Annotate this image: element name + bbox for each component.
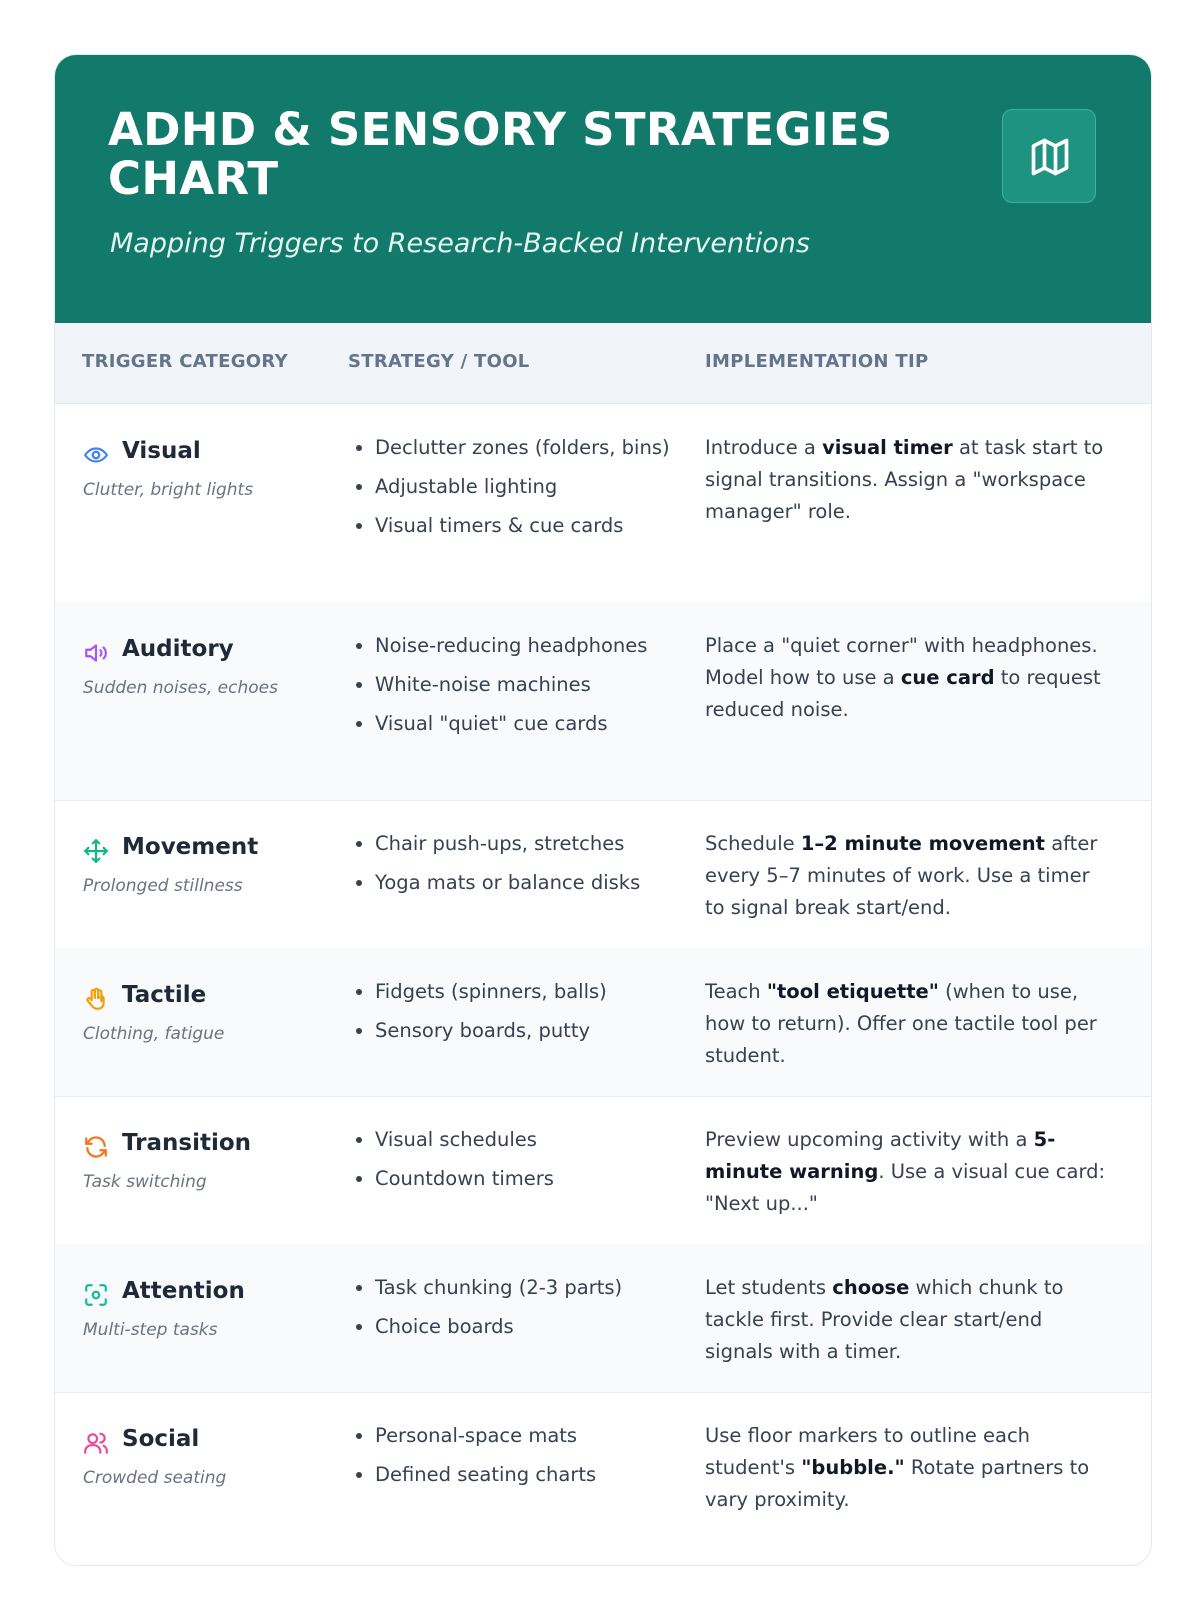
strategy-list <box>348 1420 695 1498</box>
tip-text: Use floor markers to outline each student's <box>705 1424 1031 1479</box>
category-name: Transition <box>122 1130 252 1156</box>
category-name: Movement <box>122 834 259 860</box>
strategy-item: • Visual timers & cue cards <box>375 510 695 542</box>
implementation-tip <box>705 1420 1110 1516</box>
implementation-tip <box>705 828 1110 924</box>
category-trigger-description: Multi-step tasks <box>83 1320 218 1340</box>
tip-text: to request reduced noise. <box>705 666 1101 721</box>
category-name: Social <box>122 1426 200 1452</box>
tip-text: at task start to signal transitions. Assign a "workspace manager" role. <box>705 436 1104 523</box>
column-header-trigger: TRIGGER CATEGORY <box>82 351 288 372</box>
strategy-item: • Visual "quiet" cue cards <box>375 708 695 740</box>
category-trigger-description: Prolonged stillness <box>83 876 243 896</box>
strategy-item: • Choice boards <box>375 1311 695 1343</box>
strategy-item: • Defined seating charts <box>375 1459 695 1491</box>
category-name: Visual <box>122 438 201 464</box>
category-trigger-description: Task switching <box>83 1172 207 1192</box>
strategy-item: • Task chunking (2-3 parts) <box>375 1272 695 1304</box>
category-name: Attention <box>122 1278 245 1304</box>
eye-icon <box>83 442 109 468</box>
category-trigger-description: Clothing, fatigue <box>83 1024 225 1044</box>
hand-icon <box>83 986 109 1012</box>
table-row <box>55 602 1151 801</box>
strategy-item: • Sensory boards, putty <box>375 1015 695 1047</box>
page-subtitle: Mapping Triggers to Research-Backed Interventions <box>110 228 810 259</box>
category-trigger-description: Sudden noises, echoes <box>83 678 278 698</box>
table-row <box>55 404 1151 603</box>
tip-emphasis: "bubble." <box>801 1456 905 1479</box>
strategy-list <box>348 976 695 1054</box>
strategy-item: • Personal-space mats <box>375 1420 695 1452</box>
focus-icon <box>83 1282 109 1308</box>
strategy-item: • Declutter zones (folders, bins) <box>375 432 695 464</box>
tip-text: Teach <box>705 980 767 1003</box>
tip-emphasis: visual timer <box>822 436 953 459</box>
tip-text: (when to use, how to return). Offer one tactile tool per student. <box>705 980 1097 1067</box>
strategy-item: • Visual schedules <box>375 1124 695 1156</box>
tip-text: Preview upcoming activity with a <box>705 1128 1034 1151</box>
implementation-tip <box>705 432 1110 528</box>
category-trigger-description: Crowded seating <box>83 1468 227 1488</box>
tip-text: . Use a visual cue card: "Next up..." <box>705 1160 1106 1215</box>
tip-emphasis: 5-minute warning <box>705 1128 1056 1183</box>
tip-text: Let students <box>705 1276 833 1299</box>
tip-emphasis: "tool etiquette" <box>766 980 939 1003</box>
tip-text: after every 5–7 minutes of work. Use a timer to signal break start/end. <box>705 832 1098 919</box>
strategy-list <box>348 828 695 906</box>
refresh-icon <box>83 1134 109 1160</box>
table-row <box>55 800 1151 949</box>
table-row <box>55 1096 1151 1245</box>
strategy-item: • Noise-reducing headphones <box>375 630 695 662</box>
table-row <box>55 1392 1151 1542</box>
strategy-item: • Fidgets (spinners, balls) <box>375 976 695 1008</box>
implementation-tip <box>705 1272 1110 1368</box>
map-icon <box>1002 109 1096 203</box>
tip-text: Introduce a <box>705 436 823 459</box>
strategies-card <box>54 54 1152 1566</box>
tip-text: Schedule <box>705 832 801 855</box>
tip-emphasis: cue card <box>900 666 995 689</box>
column-header-strategy: STRATEGY / TOOL <box>348 351 530 372</box>
implementation-tip <box>705 1124 1110 1220</box>
tip-text: which chunk to tackle first. Provide clear start/end signals with a timer. <box>705 1276 1064 1363</box>
card-header <box>55 55 1151 323</box>
strategy-item: • White-noise machines <box>375 669 695 701</box>
tip-text: Rotate partners to vary proximity. <box>705 1456 1090 1511</box>
tip-emphasis: 1–2 minute movement <box>800 832 1045 855</box>
page-title: ADHD & SENSORY STRATEGIES CHART <box>108 103 893 205</box>
tip-text: Place a "quiet corner" with headphones. Model how to use a <box>705 634 1098 689</box>
column-header-tip: IMPLEMENTATION TIP <box>705 351 929 372</box>
move-arrows-icon <box>83 838 109 864</box>
category-name: Tactile <box>122 982 207 1008</box>
implementation-tip <box>705 976 1110 1072</box>
strategy-list <box>348 432 695 549</box>
table-header <box>55 323 1151 404</box>
strategy-item: • Chair push-ups, stretches <box>375 828 695 860</box>
speaker-icon <box>83 640 109 666</box>
tip-emphasis: choose <box>832 1276 910 1299</box>
strategy-item: • Yoga mats or balance disks <box>375 867 695 899</box>
implementation-tip <box>705 630 1110 726</box>
table-row <box>55 948 1151 1097</box>
strategy-list <box>348 1124 695 1202</box>
users-icon <box>83 1430 109 1456</box>
category-name: Auditory <box>122 636 234 662</box>
strategy-list <box>348 630 695 747</box>
strategy-item: • Countdown timers <box>375 1163 695 1195</box>
strategy-list <box>348 1272 695 1350</box>
table-row <box>55 1244 1151 1393</box>
strategy-item: • Adjustable lighting <box>375 471 695 503</box>
category-trigger-description: Clutter, bright lights <box>83 480 254 500</box>
